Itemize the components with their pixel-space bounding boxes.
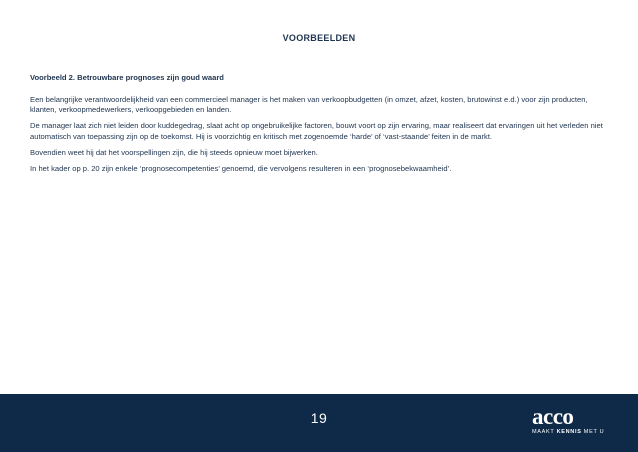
paragraph-manager-approach: De manager laat zich niet leiden door kuddegedrag, slaat acht op ongebruikelijke factoren, bouwt voort op zijn ervaring, maar realiseert dat ervaringen uit het verleden niet automatisch van toepassing zijn op de toekomst. Hij is voorzichtig en kritisch met zogenoemde ‘harde’ of ‘vast-staande’ feiten in de markt. bbox=[30, 121, 603, 141]
paragraph-competencies-reference: In het kader op p. 20 zijn enkele ‘prognosecompetenties’ genoemd, die vervolgens resulteren in een ‘prognosebekwaamheid’. bbox=[30, 164, 452, 174]
logo-tagline bbox=[532, 428, 610, 436]
tagline-part-3: MET U bbox=[581, 429, 605, 435]
page-number: 19 bbox=[310, 410, 328, 426]
acco-logo bbox=[532, 406, 610, 436]
paragraph-budgets: Een belangrijke verantwoordelijkheid van een commercieel manager is het maken van verkoopbudgetten (in omzet, afzet, kosten, brutowinst e.d.) voor zijn producten, klanten, verkoopmedewerkers, verkoopgebieden en landen. bbox=[30, 95, 588, 115]
page-header bbox=[0, 28, 638, 46]
page-footer bbox=[0, 394, 638, 452]
page-title: voorbeelden bbox=[282, 29, 356, 44]
paragraph-forecast-updates: Bovendien weet hij dat het voorspellingen zijn, die hij steeds opnieuw moet bijwerken. bbox=[30, 147, 318, 157]
page-content bbox=[30, 73, 610, 180]
example-heading: Voorbeeld 2. Betrouwbare prognoses zijn goud waard bbox=[30, 73, 224, 82]
tagline-part-2: KENNIS bbox=[556, 429, 582, 435]
tagline-part-1: MAAKT bbox=[532, 429, 557, 435]
logo-wordmark: acco bbox=[532, 404, 574, 429]
